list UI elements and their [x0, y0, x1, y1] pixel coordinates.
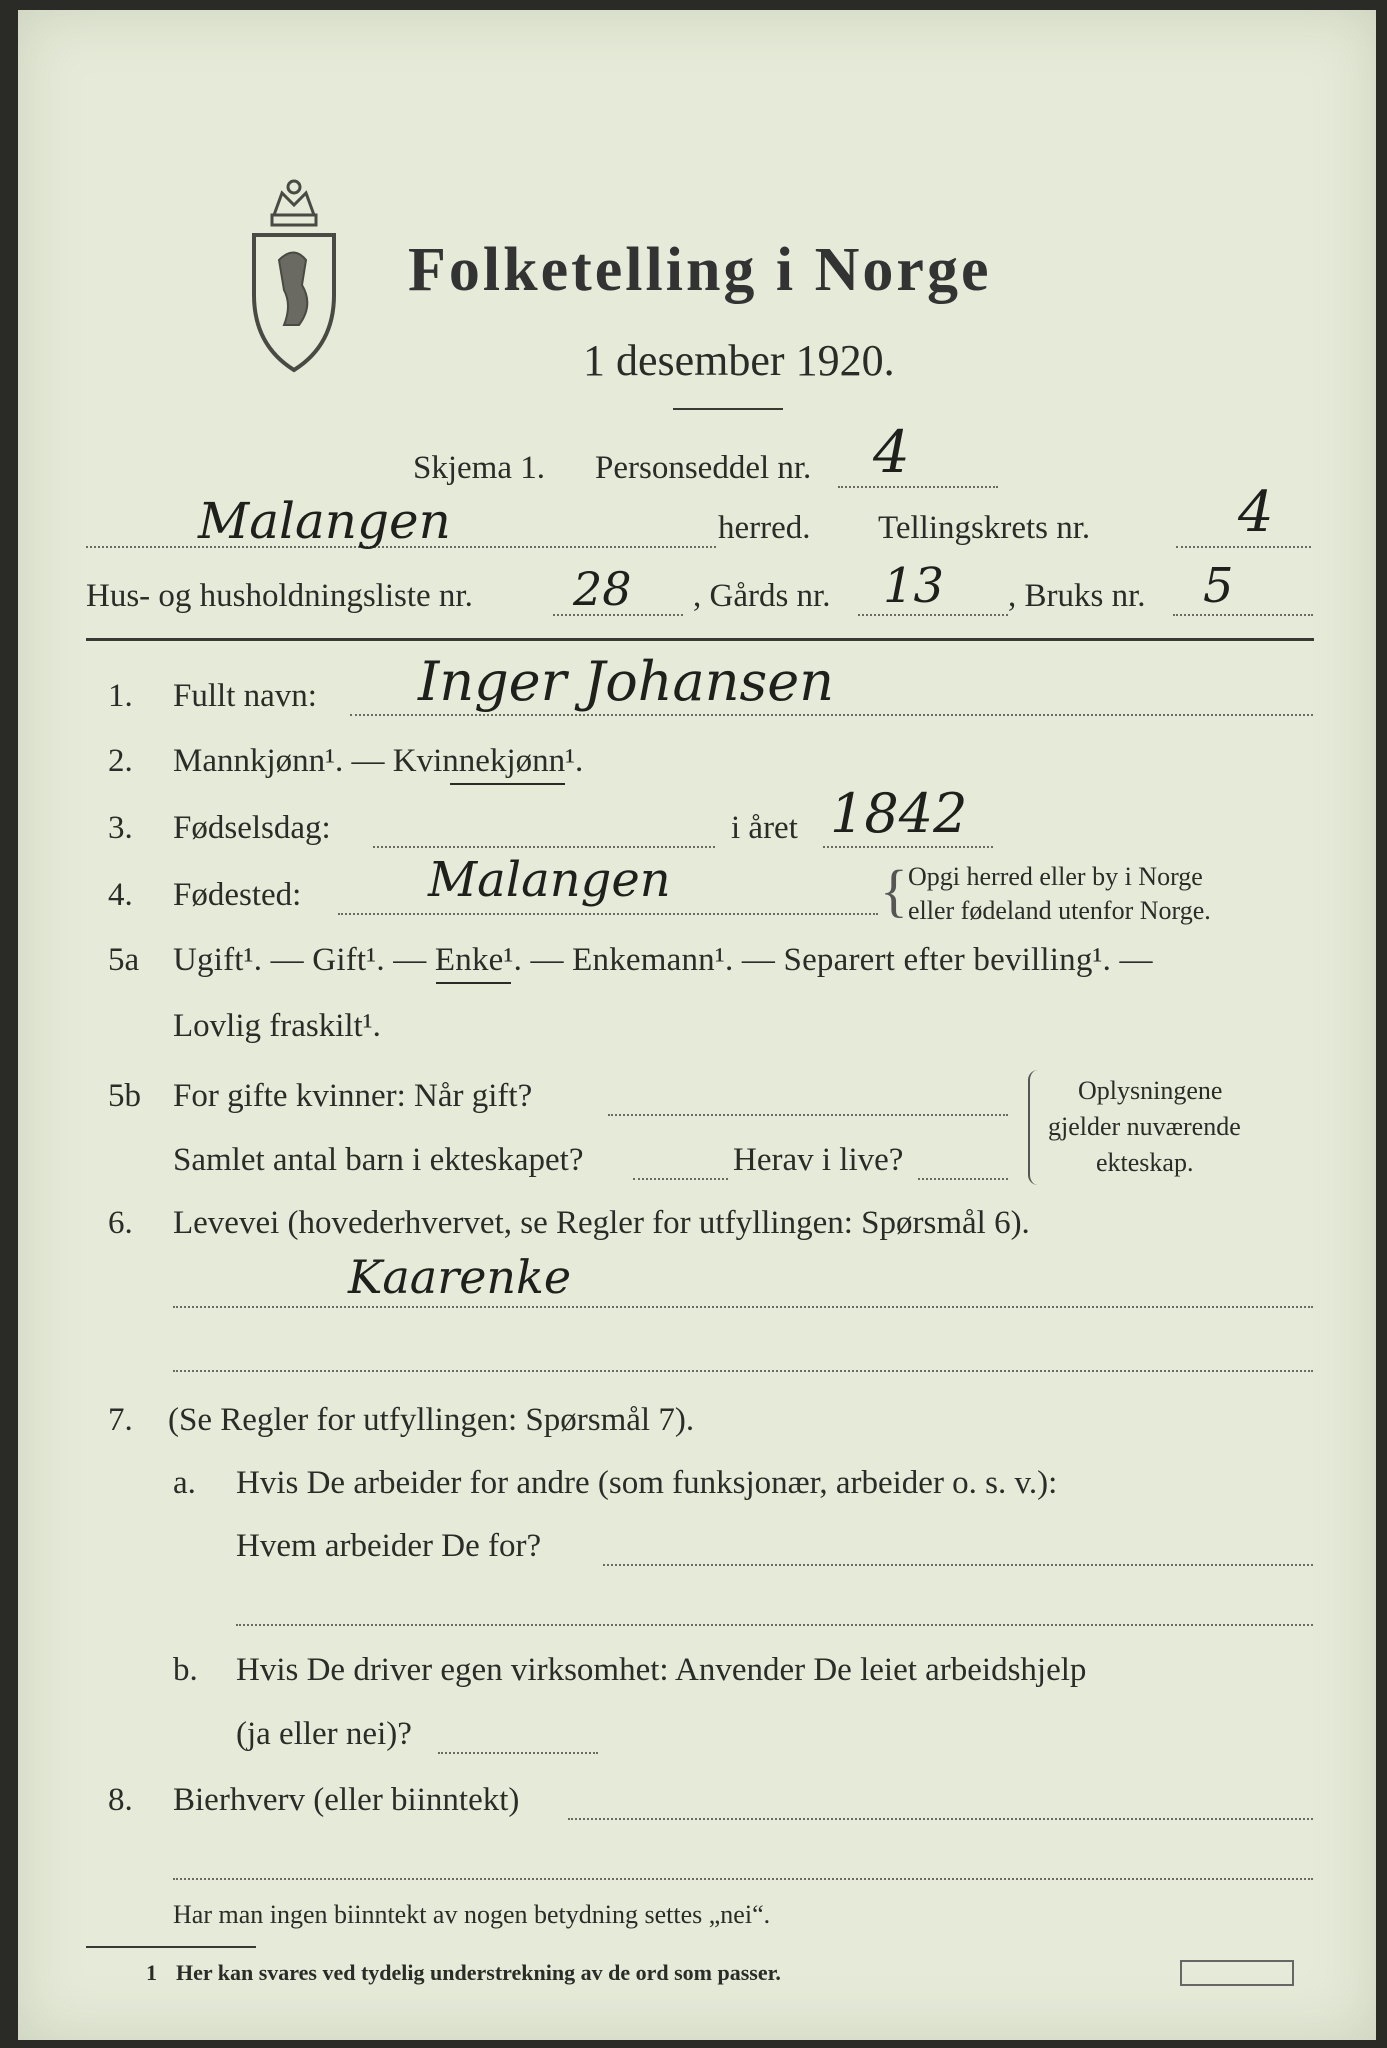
gards-line [858, 614, 1008, 616]
gards-label: , Gårds nr. [693, 578, 831, 614]
footnote-text: Her kan svares ved tydelig understrekning av de ord som passer. [176, 1960, 781, 1985]
q3-number: 3. [108, 810, 133, 846]
q7-number: 7. [108, 1402, 133, 1438]
q7a-letter: a. [173, 1465, 196, 1501]
bruks-label: , Bruks nr. [1008, 578, 1146, 614]
tellingskrets-line [1176, 546, 1311, 548]
q2-number: 2. [108, 743, 133, 779]
herred-label: herred. [718, 510, 811, 546]
title-divider [673, 408, 783, 410]
census-date: 1 desember 1920. [583, 336, 895, 385]
marital-status-options[interactable]: Ugift¹. — Gift¹. — Enke¹. — Enkemann¹. — Separert efter bevilling¹. — [173, 942, 1153, 978]
birthplace-note-2: eller fødeland utenfor Norge. [908, 896, 1211, 925]
q7a-question: Hvis De arbeider for andre (som funksjonær, arbeider o. s. v.): [236, 1465, 1058, 1501]
q5b-number: 5b [108, 1078, 141, 1114]
personseddel-line [838, 486, 998, 488]
side-income-note: Har man ingen biinntekt av nogen betydning settes „nei“. [173, 1900, 771, 1929]
footnote-divider [86, 1946, 256, 1948]
tellingskrets-value[interactable]: 4 [1238, 480, 1274, 545]
census-form [18, 10, 1376, 2040]
bruks-line [1173, 614, 1313, 616]
birth-year-value[interactable]: 1842 [830, 782, 968, 845]
marriage-note-1: Oplysningene [1078, 1076, 1223, 1105]
q4-label: Fødested: [173, 877, 302, 913]
printer-stamp-icon [1180, 1960, 1294, 1986]
form-title: Folketelling i Norge [408, 236, 992, 304]
q7b-question: Hvis De driver egen virksomhet: Anvender De leiet arbeidshjelp [236, 1652, 1087, 1688]
year-line [823, 846, 993, 848]
husliste-label: Hus- og husholdningsliste nr. [86, 578, 473, 614]
gender-underline-mark [450, 783, 565, 785]
husliste-value[interactable]: 28 [573, 562, 632, 616]
employer-line [603, 1564, 1313, 1566]
q6-number: 6. [108, 1205, 133, 1241]
tellingskrets-label: Tellingskrets nr. [878, 510, 1091, 546]
q4-number: 4. [108, 877, 133, 913]
q6-label: Levevei (hovederhvervet, se Regler for utfyllingen: Spørsmål 6). [173, 1205, 1030, 1241]
q1-line [350, 714, 1313, 716]
occupation-line-2 [173, 1370, 1313, 1372]
footnote-mark: 1 [146, 1960, 157, 1985]
q5a-number: 5a [108, 942, 140, 978]
year-label: i året [731, 810, 798, 846]
coat-of-arms-icon [244, 175, 344, 375]
married-when-line [608, 1114, 1008, 1116]
q3-label: Fødselsdag: [173, 810, 331, 846]
marital-underline-mark [436, 982, 511, 984]
q1-label: Fullt navn: [173, 678, 317, 714]
full-name-value[interactable]: Inger Johansen [418, 650, 834, 713]
employer-label: Hvem arbeider De for? [236, 1528, 542, 1564]
gards-value[interactable]: 13 [883, 558, 945, 614]
birthplace-line [338, 913, 878, 915]
personseddel-value[interactable]: 4 [873, 418, 910, 486]
schema-label: Skjema 1. [413, 450, 545, 486]
marriage-note-2: gjelder nuværende [1048, 1112, 1241, 1141]
children-alive-label: Herav i live? [733, 1142, 904, 1178]
marriage-note-3: ekteskap. [1096, 1148, 1194, 1177]
side-income-line [568, 1818, 1313, 1820]
brace-icon: { [880, 858, 908, 923]
note-bracket [1028, 1070, 1040, 1185]
q7b-letter: b. [173, 1652, 198, 1688]
header-divider [86, 638, 1314, 641]
q8-number: 8. [108, 1782, 133, 1818]
birthplace-note-1: Opgi herred eller by i Norge [908, 862, 1203, 891]
children-alive-line [918, 1178, 1008, 1180]
personseddel-label: Personseddel nr. [595, 450, 812, 486]
q7-label: (Se Regler for utfyllingen: Spørsmål 7). [168, 1402, 695, 1438]
employer-line-2 [236, 1624, 1313, 1626]
birthday-line [373, 846, 715, 848]
side-income-line-2 [173, 1878, 1313, 1880]
occupation-line-1 [173, 1306, 1313, 1308]
hired-help-line [438, 1752, 598, 1754]
gender-options[interactable]: Mannkjønn¹. — Kvinnekjønn¹. [173, 743, 584, 779]
birthplace-value[interactable]: Malangen [428, 852, 671, 908]
occupation-value[interactable]: Kaarenke [348, 1250, 572, 1304]
hired-help-label: (ja eller nei)? [236, 1716, 412, 1752]
marital-status-line2[interactable]: Lovlig fraskilt¹. [173, 1008, 381, 1044]
children-count-label: Samlet antal barn i ekteskapet? [173, 1142, 584, 1178]
q8-label: Bierhverv (eller biinntekt) [173, 1782, 520, 1818]
married-when-label: For gifte kvinner: Når gift? [173, 1078, 533, 1114]
bruks-value[interactable]: 5 [1203, 558, 1234, 614]
herred-value[interactable]: Malangen [198, 492, 451, 550]
children-count-line [633, 1178, 728, 1180]
q1-number: 1. [108, 678, 133, 714]
